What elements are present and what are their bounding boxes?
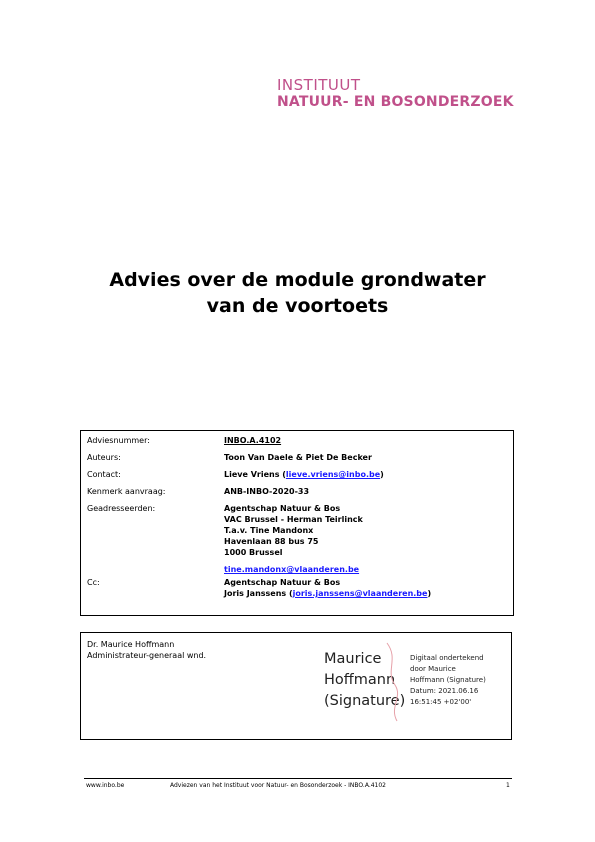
authors-label: Auteurs:: [87, 453, 121, 462]
addressee-line: 1000 Brussel: [224, 548, 283, 557]
digital-signature-text: [410, 653, 486, 708]
signature-name-line: (Signature): [324, 693, 406, 709]
signer-title: Administrateur-generaal wnd.: [87, 651, 207, 660]
cc-line-1: Agentschap Natuur & Bos: [224, 578, 341, 587]
signature-box: [80, 632, 512, 740]
digital-signature-line: Hoffmann (Signature): [410, 676, 486, 684]
addressee-email-link[interactable]: tine.mandonx@vlaanderen.be: [224, 565, 360, 574]
cc-name: Joris Janssens (: [224, 589, 293, 598]
advice-number-value: INBO.A.4102: [224, 436, 282, 445]
digital-signature-line: 16:51:45 +02'00': [410, 698, 472, 706]
signature-name-line: Hoffmann: [324, 672, 396, 688]
signature-flourish-icon: [383, 641, 405, 723]
advice-number-label: Adviesnummer:: [87, 436, 150, 445]
addressee-line: Havenlaan 88 bus 75: [224, 537, 319, 546]
addressee-line: VAC Brussel - Herman Teirlinck: [224, 515, 363, 524]
contact-row: [87, 469, 513, 480]
document-title: [0, 267, 595, 319]
signer-name: Dr. Maurice Hoffmann: [87, 640, 175, 649]
logo-line-1: INSTITUUT: [277, 76, 361, 94]
inbo-logo: [277, 77, 514, 111]
logo-line-2: NATUUR- EN BOSONDERZOEK: [277, 94, 514, 110]
contact-value: [224, 469, 384, 480]
addressee-line: Agentschap Natuur & Bos: [224, 504, 341, 513]
signature-name-line: Maurice: [324, 651, 382, 667]
digital-signature-line: Digitaal ondertekend: [410, 654, 484, 662]
cc-row: [87, 577, 513, 599]
digital-signature-line: door Maurice: [410, 665, 456, 673]
reference-row: [87, 486, 513, 497]
footer-description: Adviezen van het Instituut voor Natuur- en Bosonderzoek - INBO.A.4102: [170, 782, 386, 789]
addressees-label: Geadresseerden:: [87, 504, 156, 513]
footer-website: www.inbo.be: [86, 782, 125, 789]
title-line-2: van de voortoets: [206, 295, 389, 317]
addressees-row: [87, 503, 513, 575]
addressee-line: T.a.v. Tine Mandonx: [224, 526, 314, 535]
contact-email-link[interactable]: lieve.vriens@inbo.be: [285, 470, 381, 479]
footer-divider: [84, 778, 512, 779]
cc-label: Cc:: [87, 578, 100, 587]
reference-label: Kenmerk aanvraag:: [87, 487, 166, 496]
cc-line-2: [224, 588, 431, 599]
title-line-1: Advies over de module grondwater: [109, 269, 486, 291]
cc-email-link[interactable]: joris.janssens@vlaanderen.be: [292, 589, 428, 598]
addressees-value: [224, 503, 363, 575]
advice-number-row: [87, 435, 513, 446]
contact-name: Lieve Vriens (: [224, 470, 286, 479]
reference-value: ANB-INBO-2020-33: [224, 487, 310, 496]
advice-info-box: [80, 430, 514, 616]
cc-close: ): [427, 589, 432, 598]
authors-value: Toon Van Daele & Piet De Becker: [224, 453, 372, 462]
cc-value: [224, 577, 431, 599]
footer-page-number: 1: [506, 782, 510, 789]
contact-close: ): [380, 470, 384, 479]
authors-row: [87, 452, 513, 463]
contact-label: Contact:: [87, 470, 121, 479]
digital-signature-line: Datum: 2021.06.16: [410, 687, 479, 695]
